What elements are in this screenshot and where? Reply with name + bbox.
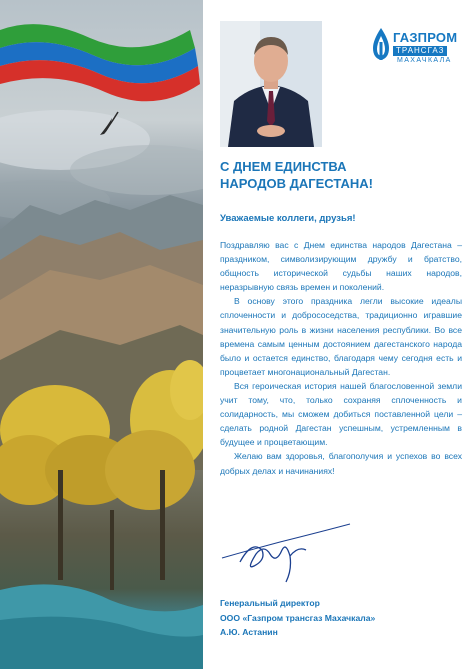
landscape-image [0, 0, 203, 669]
paragraph-4: Желаю вам здоровья, благополучия и успехов во всех добрых делах и начинаниях! [220, 451, 462, 476]
gazprom-logo [369, 26, 461, 70]
letter-panel [203, 0, 473, 669]
greeting: Уважаемые коллеги, друзья! [220, 213, 356, 224]
page-title [220, 158, 460, 192]
director-portrait [220, 21, 322, 147]
logo-subsidiary: ТРАНСГАЗ [393, 46, 447, 56]
signature-icon [220, 520, 360, 590]
logo-city: МАХАЧКАЛА [397, 57, 452, 64]
landscape-illustration [0, 0, 203, 669]
logo-company-name: ГАЗПРОМ [393, 30, 458, 45]
paragraph-3: Вся героическая история нашей благословенной земли учит тому, что, только сохраняя сплоченность и солидарность, мы сможем добиться поставленной цели – сделать родной Дагестан успешным, устремленным в будущее и процветающим. [220, 380, 462, 448]
paragraph-2: В основу этого праздника легли высокие идеалы сплоченности и добрососедства, традиционно игравшие значительную роль в жизни населения республики. Во все времена самым ценным достоянием дагестанского народа было и остается единство, благодаря чему сегодня есть и процветает многонациональный Дагестан. [220, 296, 462, 377]
gazprom-flame-icon [369, 26, 393, 62]
portrait-illustration [220, 21, 322, 147]
signatory-company: ООО «Газпром трансгаз Махачкала» [220, 612, 376, 623]
title-line-2: НАРОДОВ ДАГЕСТАНА! [220, 176, 373, 191]
title-line-1: С ДНЕМ ЕДИНСТВА [220, 159, 347, 174]
letter-body [220, 238, 462, 478]
paragraph-1: Поздравляю вас с Днем единства народов Дагестана – праздником, символизирующим дружбу и братство, общность исторической судьбы наших народов, неразрывную связь времен и поколений. [220, 240, 462, 293]
signatory-position: Генеральный директор [220, 598, 320, 608]
signatory-block [220, 596, 375, 640]
signatory-name: А.Ю. Астанин [220, 627, 278, 637]
